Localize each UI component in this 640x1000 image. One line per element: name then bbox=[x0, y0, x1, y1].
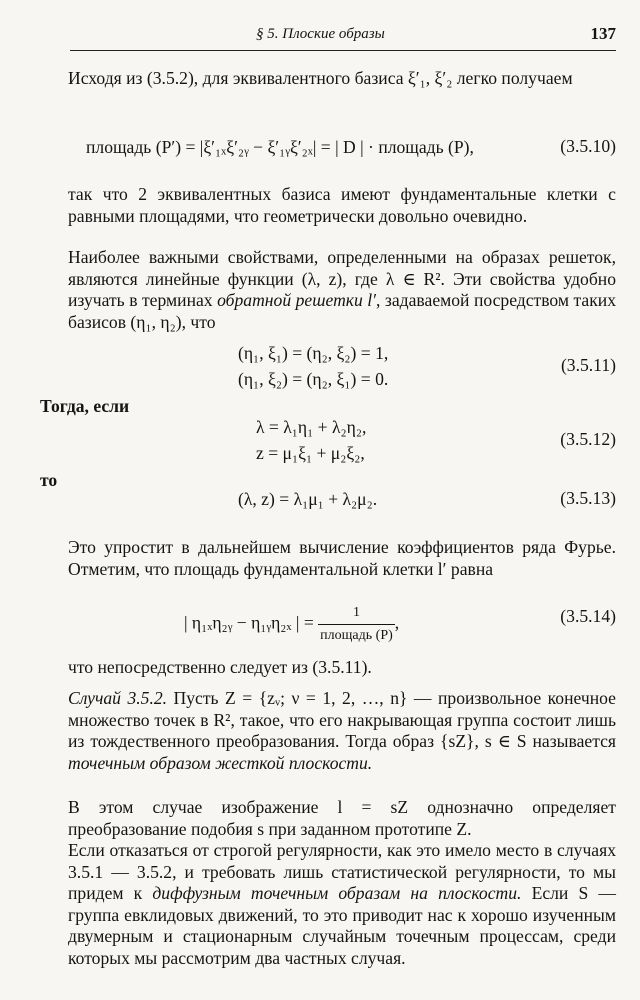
paragraph-4 bbox=[68, 537, 616, 580]
paragraph-1-text: Исходя из (3.5.2), для эквивалентного базиса ξ′₁, ξ′₂ легко получаем bbox=[68, 68, 573, 88]
equation-3-5-14 bbox=[184, 602, 399, 647]
paragraph-4-text: Это упростит в дальнейшем вычисление коэффициентов ряда Фурье. Отметим, что площадь фундаментальной клетки l′ равна bbox=[68, 537, 616, 579]
equation-3-5-11-number: (3.5.11) bbox=[560, 355, 616, 375]
equation-3-5-12-line-1: λ = λ₁η₁ + λ₂η₂, bbox=[256, 417, 367, 437]
paragraph-6-text: Пусть Z = {zᵥ; ν = 1, 2, …, n} — произвольное конечное множество точек в R², такое, что его накрывающая группа состоит лишь из тождественного преобразования. Тогда образ {sZ}, s ∈ S называется bbox=[68, 688, 616, 751]
equation-3-5-14-trail: , bbox=[394, 612, 400, 633]
equation-3-5-10-number: (3.5.10) bbox=[560, 136, 616, 156]
equation-3-5-11-line-2: (η₁, ξ₂) = (η₂, ξ₁) = 0. bbox=[238, 369, 389, 389]
lead-then: то bbox=[40, 470, 58, 490]
paragraph-8-text-b: Если S — группа евклидовых движений, то это приводит нас к хорошо изученным двумерным и стационарным случайным точечным процессам, среди которых мы рассмотрим два частных случая. bbox=[68, 883, 617, 968]
paragraph-3-text: Наиболее важными свойствами, определенными на образах решеток, являются линейные функции (λ, z), где λ ∈ R². Эти свойства удобно изучать в терминах bbox=[68, 247, 616, 310]
paragraph-6-italic: точечным образом жесткой плоскости. bbox=[68, 752, 373, 773]
section-title: § 5. Плоские образы bbox=[256, 26, 385, 42]
case-label: Случай 3.5.2. bbox=[68, 688, 168, 708]
paragraph-7 bbox=[68, 797, 616, 840]
equation-3-5-13-number: (3.5.13) bbox=[560, 488, 616, 508]
paragraph-3-italic: обратной решетки l′ bbox=[217, 290, 377, 310]
paragraph-2-text: так что 2 эквивалентных базиса имеют фундаментальные клетки с равными площадями, что геометрически довольно очевидно. bbox=[68, 184, 616, 226]
equation-3-5-12-number: (3.5.12) bbox=[560, 429, 616, 449]
paragraph-3 bbox=[68, 247, 616, 333]
equation-3-5-14-number: (3.5.14) bbox=[560, 606, 616, 626]
equation-3-5-12-line-2: z = μ₁ξ₁ + μ₂ξ₂, bbox=[256, 443, 365, 463]
paragraph-3-end: , задаваемой посредством таких базисов (η₁, η₂), что bbox=[68, 290, 616, 332]
page-number: 137 bbox=[590, 24, 616, 43]
equation-3-5-13: (λ, z) = λ₁μ₁ + λ₂μ₂. bbox=[238, 489, 378, 509]
paragraph-7-text: В этом случае изображение l = sZ однозначно определяет преобразование подобия s при заданном прототипе Z. bbox=[68, 797, 616, 839]
equation-3-5-14-fraction bbox=[318, 602, 395, 647]
paragraph-8 bbox=[68, 840, 616, 969]
paragraph-8-text-a: Если отказаться от строгой регулярности, как это имело место в случаях 3.5.1 — 3.5.2, и требовать лишь статистической регулярности, то мы придем к bbox=[68, 840, 616, 903]
paragraph-5-text: что непосредственно следует из (3.5.11). bbox=[68, 657, 372, 677]
equation-3-5-14-lhs: | η₁ₓη₂ᵧ − η₁ᵧη₂ₓ | = bbox=[184, 612, 314, 633]
equation-3-5-10 bbox=[86, 136, 474, 158]
paragraph-6 bbox=[68, 688, 616, 774]
paragraph-5 bbox=[68, 657, 616, 679]
paragraph-1 bbox=[68, 68, 616, 90]
paragraph-8-italic: диффузным точечным образам на плоскости. bbox=[152, 883, 522, 903]
lead-if: Тогда, если bbox=[40, 396, 130, 416]
fraction-denominator: площадь (P) bbox=[320, 628, 393, 643]
paragraph-2 bbox=[68, 184, 616, 227]
equation-3-5-11-line-1: (η₁, ξ₁) = (η₂, ξ₂) = 1, bbox=[238, 343, 389, 363]
running-header bbox=[70, 20, 616, 51]
equation-3-5-10-text: площадь (P′) = |ξ′₁ₓξ′₂ᵧ − ξ′₁ᵧξ′₂ₓ| = | D | · площадь (P), bbox=[86, 137, 474, 157]
fraction-numerator: 1 bbox=[318, 602, 395, 625]
